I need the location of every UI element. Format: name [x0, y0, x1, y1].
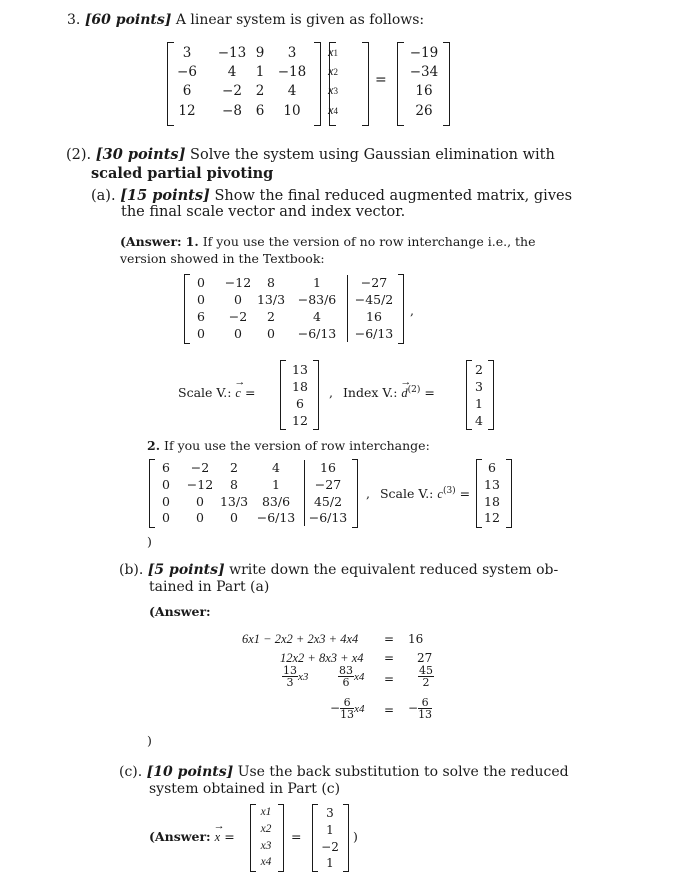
- coef-cell: −8: [222, 103, 242, 119]
- matrix1-cell: 0: [197, 275, 205, 290]
- partb-points: [5 points]: [147, 562, 225, 578]
- partc-points: [10 points]: [146, 764, 234, 780]
- matrix1-cell: 0: [234, 292, 242, 307]
- coef-cell: −6: [177, 64, 197, 80]
- partc-answer-close: ): [353, 829, 358, 844]
- matrix1-cell: 0: [197, 292, 205, 307]
- matrix2-cell: −2: [190, 460, 210, 475]
- matrix1-cell: −12: [224, 275, 252, 290]
- index-cell: 4: [475, 413, 483, 428]
- coef-cell: −13: [217, 45, 247, 61]
- parta-label: (a).: [91, 188, 116, 204]
- rhs-cell: −34: [409, 64, 439, 80]
- matrix1-cell: 2: [267, 309, 275, 324]
- eq3-coef2: $\frac{83}{6}$: [339, 664, 353, 689]
- scale-label-text: Scale V.:: [178, 385, 232, 400]
- scale2-sup: (3): [442, 486, 456, 496]
- matrix1-cell: 8: [267, 275, 275, 290]
- part2-text1: Solve the system using Gaussian elimination with: [190, 147, 555, 163]
- scale2-label-text: Scale V.:: [379, 486, 434, 502]
- matrix2-cell: −27: [314, 477, 342, 492]
- index-label-text: Index V.:: [342, 385, 398, 401]
- eq1-lhs: 6x1 − 2x2 + 2x3 + 4x4: [242, 632, 359, 646]
- matrix2-cell: −12: [186, 477, 214, 492]
- coef-cell: 10: [283, 103, 301, 119]
- matrix2-cell: 45/2: [313, 494, 343, 509]
- partc-answer-open: (Answer:: [149, 829, 211, 844]
- eq3-equals: =: [384, 672, 395, 686]
- eq4-rhs: − $\frac{6}{13}$: [408, 696, 433, 721]
- part2-points: [30 points]: [95, 146, 186, 163]
- var-cell: x2: [327, 64, 339, 78]
- eq1-rhs: 16: [408, 632, 424, 646]
- scale-cell: 12: [292, 413, 308, 428]
- matrix1-cell: −45/2: [354, 292, 394, 307]
- parta-text2: the final scale vector and index vector.: [121, 204, 406, 220]
- matrix1-comma: ,: [410, 303, 414, 318]
- matrix2-cell: 16: [320, 460, 336, 475]
- matrix1-cell: 13/3: [256, 292, 286, 307]
- scale2-cell: 12: [484, 510, 500, 525]
- var-cell: x1: [327, 45, 339, 59]
- problem-points: [60 points]: [84, 12, 172, 28]
- coef-cell: 6: [182, 83, 192, 99]
- eq3-rhs: $\frac{45}{2}$: [419, 664, 433, 689]
- eq4-lhs: − $\frac{6}{13}$ x4: [330, 696, 365, 721]
- matrix2-cell: 0: [230, 510, 238, 525]
- comma: ,: [366, 486, 370, 502]
- eq2-rhs: 27: [417, 651, 433, 665]
- matrix1-cell: 0: [267, 326, 275, 341]
- coef-cell: 12: [178, 103, 196, 119]
- rhs-cell: −19: [409, 45, 439, 61]
- matrix1-cell: −83/6: [297, 292, 337, 307]
- matrix2-cell: 1: [272, 477, 280, 492]
- problem-number: 3.: [67, 12, 81, 28]
- xvar-cell: x2: [260, 823, 272, 835]
- solution-cell: 1: [326, 823, 334, 837]
- answer-open: (Answer:: [120, 234, 182, 249]
- matrix1-cell: −6/13: [297, 326, 337, 341]
- matrix2-cell: 0: [162, 510, 170, 525]
- index-cell: 1: [475, 396, 483, 411]
- matrix2-cell: 83/6: [261, 494, 291, 509]
- matrix2-cell: 0: [162, 477, 170, 492]
- matrix1-cell: 1: [313, 275, 321, 290]
- item1-num: 1.: [185, 234, 199, 249]
- matrix1-cell: −6/13: [354, 326, 394, 341]
- scale-cell: 13: [292, 362, 308, 377]
- coef-cell: 6: [255, 103, 265, 119]
- matrix2-cell: 6: [162, 460, 170, 475]
- matrix1-cell: −27: [360, 275, 388, 290]
- partb-answer-close: ): [147, 733, 152, 748]
- scale-cell: 18: [292, 379, 308, 394]
- var-cell: x4: [327, 103, 339, 117]
- matrix1-cell: 4: [313, 309, 321, 324]
- equals-sign: =: [375, 72, 387, 88]
- coef-cell: 4: [227, 64, 237, 80]
- scale-vec-symbol: → c: [234, 376, 246, 400]
- scale-symbol-letter: c: [235, 386, 241, 400]
- solution-cell: 3: [326, 806, 334, 820]
- scale2-cell: 13: [484, 477, 500, 492]
- coef-cell: 1: [255, 64, 265, 80]
- coef-cell: 4: [287, 83, 297, 99]
- xvar-cell: x3: [260, 840, 272, 852]
- scale2-symbol: c: [437, 487, 443, 502]
- partb-answer-open: (Answer:: [149, 604, 211, 619]
- parta-answer-line1: [120, 234, 536, 249]
- partc-equals: =: [291, 829, 302, 844]
- matrix2-cell: 0: [162, 494, 170, 509]
- scale-cell: 6: [296, 396, 304, 411]
- problem-header: [67, 12, 424, 28]
- coef-cell: −2: [222, 83, 242, 99]
- x-vec-symbol: → x: [213, 820, 225, 844]
- matrix1-cell: 0: [234, 326, 242, 341]
- scale2-cell: 18: [484, 494, 500, 509]
- parta-text1: Show the final reduced augmented matrix, gives: [214, 188, 573, 204]
- partc-label: (c).: [119, 764, 143, 780]
- partb-line1: [119, 562, 558, 578]
- partb-label: (b).: [119, 562, 144, 578]
- partc-line1: [119, 764, 569, 780]
- eq2-equals: =: [384, 651, 395, 665]
- matrix2-cell: 0: [196, 494, 204, 509]
- eq2-lhs: 12x2 + 8x3 + x4: [280, 651, 364, 665]
- index-cell: 2: [475, 362, 483, 377]
- coef-cell: 3: [182, 45, 192, 61]
- var-cell: x3: [327, 83, 339, 97]
- part2-text2: scaled partial pivoting: [91, 165, 274, 182]
- item2-line: [147, 438, 430, 453]
- matrix2-cell: 0: [196, 510, 204, 525]
- parta-points: [15 points]: [120, 187, 210, 204]
- matrix2-cell: 4: [272, 460, 280, 475]
- eq4-equals: =: [384, 703, 395, 717]
- index-symbol-letter: d: [401, 386, 408, 401]
- parta-line1: [91, 187, 572, 204]
- matrix1-cell: −2: [228, 309, 248, 324]
- scale2-cell: 6: [488, 460, 496, 475]
- coef-cell: −18: [277, 64, 307, 80]
- scale2-label: , Scale V.: $c^{(3)}$ =: [366, 486, 471, 502]
- matrix2-cell: 13/3: [219, 494, 249, 509]
- matrix2-cell: −6/13: [256, 510, 296, 525]
- xvar-cell: x1: [260, 806, 272, 818]
- index-vector-label: , Index V.: → $d^{(2)}$ =: [329, 376, 435, 401]
- part2-line1: [66, 146, 555, 163]
- eq1-equals: =: [384, 632, 395, 646]
- eq3-term2: $\frac{83}{6}$ x4: [339, 664, 365, 689]
- matrix1-cell: 6: [197, 309, 205, 324]
- item2-num: 2.: [147, 438, 161, 453]
- scale-vector-label: Scale V.: → c =: [178, 376, 256, 400]
- index-cell: 3: [475, 379, 483, 394]
- xvar-cell: x4: [260, 856, 272, 868]
- matrix1-cell: 16: [366, 309, 382, 324]
- solution-cell: 1: [326, 856, 334, 870]
- partb-text2: tained in Part (a): [149, 579, 270, 595]
- item2-text: If you use the version of row interchange:: [164, 438, 430, 453]
- partc-text2: system obtained in Part (c): [149, 781, 341, 797]
- item1-text1: If you use the version of no row interchange i.e., the: [202, 234, 536, 249]
- eq3-term1: $\frac{13}{3}$ x3: [283, 664, 309, 689]
- eq3-coef1: $\frac{13}{3}$: [283, 664, 297, 689]
- matrix2-cell: 2: [230, 460, 238, 475]
- parta-answer-close: ): [147, 534, 152, 549]
- solution-cell: −2: [321, 840, 339, 854]
- coef-cell: 9: [255, 45, 265, 61]
- partb-text1: write down the equivalent reduced system ob-: [229, 562, 559, 578]
- item1-text2: version showed in the Textbook:: [120, 251, 325, 266]
- index-sup: (2): [407, 385, 421, 395]
- coef-cell: 2: [255, 83, 265, 99]
- rhs-cell: 16: [415, 83, 433, 99]
- partc-text1: Use the back substitution to solve the reduced: [237, 764, 569, 780]
- matrix2-cell: 8: [230, 477, 238, 492]
- problem-text: A linear system is given as follows:: [175, 12, 425, 28]
- rhs-cell: 26: [415, 103, 433, 119]
- partc-answer-label: (Answer: → x =: [149, 820, 235, 844]
- right-bracket: [362, 42, 369, 126]
- matrix2-cell: −6/13: [308, 510, 348, 525]
- coef-cell: 3: [287, 45, 297, 61]
- index-vec-symbol: → d: [400, 376, 412, 401]
- eq4-coef: $\frac{6}{13}$: [340, 696, 355, 721]
- matrix1-cell: 0: [197, 326, 205, 341]
- comma: ,: [329, 385, 333, 401]
- part2-label: (2).: [66, 147, 92, 163]
